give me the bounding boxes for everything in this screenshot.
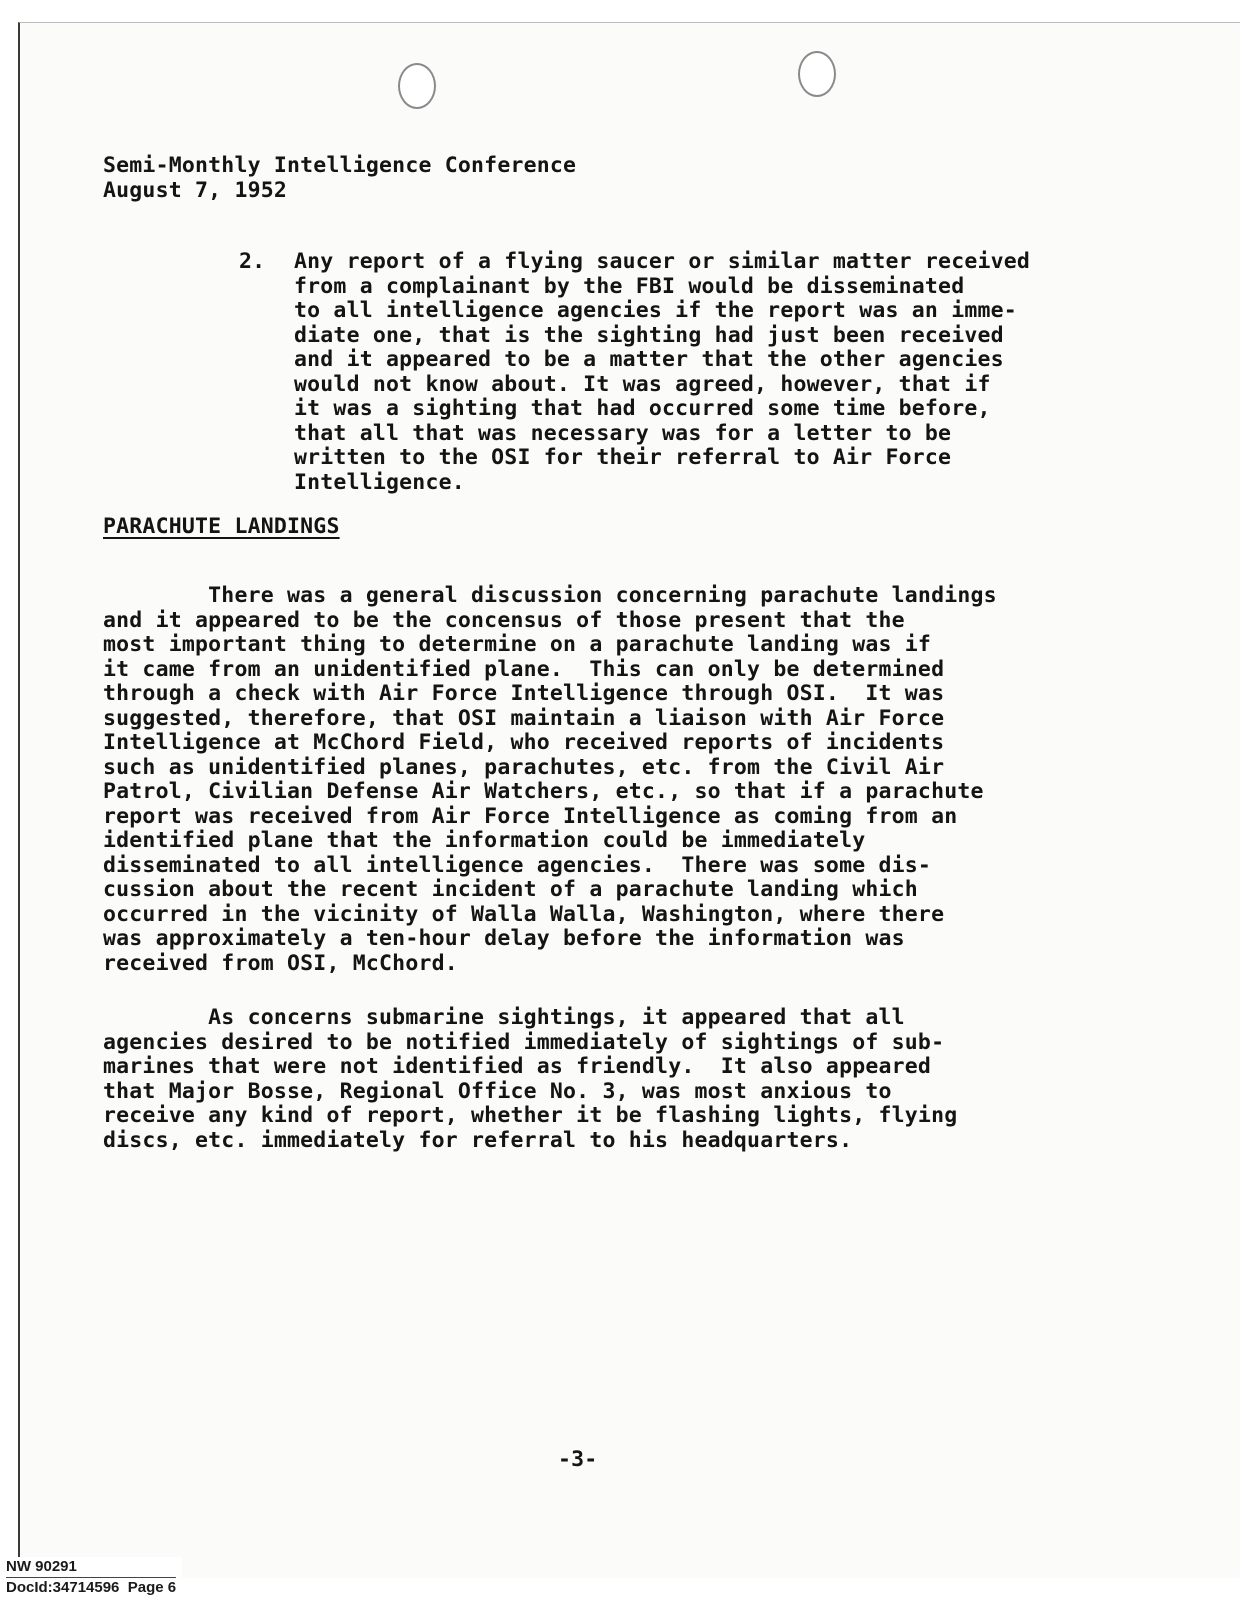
text-line: suggested, therefore, that OSI maintain a liaison with Air Force bbox=[103, 705, 945, 731]
item-2-text bbox=[294, 250, 1114, 495]
punch-hole bbox=[798, 51, 836, 97]
text-line: identified plane that the information could be immediately bbox=[103, 828, 866, 853]
text-line: that Major Bosse, Regional Office No. 3, was most anxious to bbox=[103, 1078, 892, 1104]
document-id: DocId:34714596 Page 6 bbox=[6, 1579, 177, 1596]
conference-date: August 7, 1952 bbox=[103, 177, 288, 203]
text-line: agencies desired to be notified immediately of sightings of sub- bbox=[103, 1029, 945, 1055]
paragraph-submarine-sightings bbox=[103, 1006, 1103, 1153]
text-line: There was a general discussion concerning parachute landings bbox=[103, 583, 997, 608]
text-line: from a complainant by the FBI would be disseminated bbox=[294, 273, 965, 299]
text-line: cussion about the recent incident of a parachute landing which bbox=[103, 877, 918, 902]
text-line: diate one, that is the sighting had just been received bbox=[294, 322, 1004, 348]
text-line: received from OSI, McChord. bbox=[103, 950, 458, 976]
text-line: receive any kind of report, whether it be flashing lights, flying bbox=[103, 1103, 958, 1128]
text-line: report was received from Air Force Intelligence as coming from an bbox=[103, 803, 958, 829]
text-line: most important thing to determine on a parachute landing was if bbox=[103, 632, 932, 657]
text-line: that all that was necessary was for a letter to be bbox=[294, 420, 952, 446]
text-line: disseminated to all intelligence agencies. There was some dis- bbox=[103, 852, 932, 878]
text-line: it was a sighting that had occurred some time before, bbox=[294, 396, 991, 421]
text-line: discs, etc. immediately for referral to his headquarters. bbox=[103, 1127, 853, 1153]
section-heading: PARACHUTE LANDINGS bbox=[103, 514, 340, 539]
text-line: and it appeared to be a matter that the other agencies bbox=[294, 347, 1004, 372]
text-line: through a check with Air Force Intelligence through OSI. It was bbox=[103, 681, 945, 706]
text-line: and it appeared to be the concensus of those present that the bbox=[103, 607, 905, 633]
text-line: occurred in the vicinity of Walla Walla, Washington, where there bbox=[103, 901, 945, 927]
page-number: -3- bbox=[558, 1447, 598, 1472]
text-line: written to the OSI for their referral to Air Force bbox=[294, 445, 952, 470]
text-line: Any report of a flying saucer or similar matter received bbox=[294, 249, 1031, 274]
punch-hole bbox=[398, 63, 436, 109]
item-number: 2. bbox=[239, 249, 266, 274]
document-heading bbox=[103, 154, 576, 203]
conference-title: Semi-Monthly Intelligence Conference bbox=[103, 153, 577, 178]
text-line: to all intelligence agencies if the report was an imme- bbox=[294, 298, 1017, 323]
paragraph-parachute-landings bbox=[103, 584, 1103, 976]
text-line: it came from an unidentified plane. This can only be determined bbox=[103, 656, 945, 682]
text-line: such as unidentified planes, parachutes, etc. from the Civil Air bbox=[103, 754, 945, 780]
text-line: As concerns submarine sightings, it appeared that all bbox=[103, 1005, 905, 1030]
text-line: was approximately a ten-hour delay before the information was bbox=[103, 926, 905, 951]
text-line: would not know about. It was agreed, however, that if bbox=[294, 371, 991, 397]
archive-footer bbox=[6, 1557, 182, 1598]
text-line: marines that were not identified as friendly. It also appeared bbox=[103, 1054, 932, 1079]
record-number: NW 90291 bbox=[6, 1558, 77, 1575]
text-line: Intelligence. bbox=[294, 469, 465, 495]
text-line: Intelligence at McChord Field, who received reports of incidents bbox=[103, 730, 945, 755]
text-line: Patrol, Civilian Defense Air Watchers, etc., so that if a parachute bbox=[103, 779, 984, 804]
